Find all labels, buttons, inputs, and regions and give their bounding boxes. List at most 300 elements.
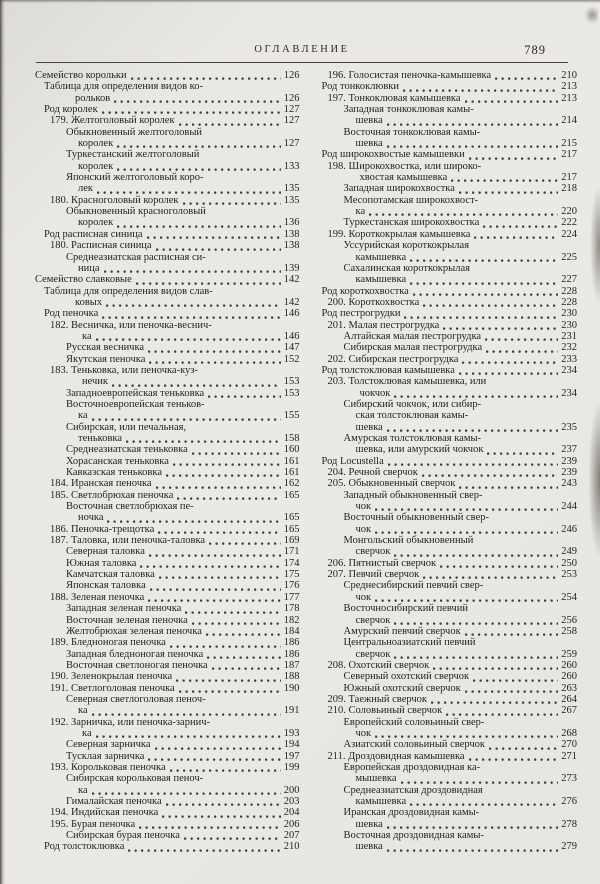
- toc-entry-line: [35, 660, 300, 671]
- toc-entry-line: [35, 615, 300, 626]
- entry-text: 203. Толстоклювая камышевка, или: [327, 376, 487, 388]
- toc-entry-line: [35, 467, 300, 478]
- entry-text: Семейство славковые: [35, 274, 132, 286]
- dot-leader: [176, 673, 280, 683]
- entry-text: 201. Малая пестрогрудка: [327, 319, 440, 331]
- entry-text: Среднеазиатская теньковка: [66, 444, 188, 456]
- entry-page-number: 276: [561, 796, 577, 807]
- entry-page-number: 176: [283, 580, 300, 592]
- dot-leader: [212, 661, 281, 671]
- dot-leader: [149, 355, 280, 365]
- entry-page-number: 228: [561, 296, 577, 308]
- entry-page-number: 193: [283, 727, 300, 739]
- dot-leader: [150, 582, 281, 592]
- toc-entry-line: [313, 115, 578, 126]
- entry-text: Южная таловка: [66, 557, 137, 569]
- toc-entry-line: [35, 785, 300, 796]
- toc-entry-line: [313, 286, 578, 297]
- toc-entry-line: [35, 433, 300, 444]
- entry-page-number: 177: [283, 591, 300, 603]
- entry-page-number: 210: [561, 70, 577, 81]
- dot-leader: [117, 219, 280, 229]
- dot-leader: [166, 797, 281, 807]
- dot-leader: [159, 570, 281, 580]
- entry-page-number: 197: [283, 750, 300, 762]
- entry-page-number: 165: [283, 512, 300, 524]
- entry-text: шевка: [355, 115, 383, 127]
- toc-entry: [313, 830, 578, 853]
- entry-text: 183. Теньковка, или пеночка-куз-: [50, 364, 198, 376]
- dot-leader: [459, 480, 558, 490]
- toc-entry-line: [35, 172, 300, 183]
- entry-page-number: 138: [283, 240, 300, 252]
- dot-leader: [131, 71, 281, 81]
- dot-leader: [394, 548, 558, 558]
- toc-entry: [35, 149, 300, 172]
- toc-entry: [313, 320, 578, 331]
- entry-page-number: 214: [561, 115, 577, 127]
- dot-leader: [410, 797, 558, 807]
- entry-text: Камчатская таловка: [66, 569, 155, 581]
- toc-entry-line: [313, 717, 578, 728]
- toc-entry-line: [313, 694, 578, 705]
- entry-text: ковых: [75, 296, 103, 308]
- toc-entry: [313, 694, 578, 705]
- toc-entry-line: [313, 762, 578, 773]
- entry-text: нечик: [82, 376, 109, 388]
- entry-text: Иранская дроздовидная камы-: [343, 807, 480, 819]
- entry-page-number: 250: [561, 557, 577, 569]
- dot-leader: [387, 117, 558, 127]
- toc-entry: [313, 807, 578, 830]
- toc-entry-line: [35, 183, 300, 194]
- entry-text: 184. Иранская пеночка: [50, 478, 152, 490]
- dot-leader: [92, 707, 281, 717]
- dot-leader: [185, 605, 280, 615]
- entry-page-number: 264: [561, 693, 577, 705]
- entry-page-number: 227: [561, 274, 577, 286]
- toc-entry-line: [313, 252, 578, 263]
- toc-entry: [35, 240, 300, 251]
- toc-entry-line: [35, 717, 300, 728]
- dot-leader: [495, 71, 558, 81]
- dot-leader: [177, 491, 280, 501]
- dot-leader: [388, 457, 558, 467]
- entry-text: ка: [82, 330, 92, 342]
- entry-page-number: 239: [561, 455, 577, 467]
- entry-text: Род пеночка: [44, 308, 99, 320]
- toc-entry-line: [313, 683, 578, 694]
- toc-entry-line: [313, 785, 578, 796]
- entry-page-number: 256: [561, 614, 577, 626]
- entry-text: Обыкновенный желтоголовый: [66, 126, 203, 138]
- toc-entry: [313, 660, 578, 671]
- entry-text: Кавказская теньковка: [66, 467, 162, 479]
- toc-entry-line: [35, 569, 300, 580]
- entry-text: 189. Бледноногая пеночка: [50, 637, 166, 649]
- entry-text: Обыкновенный красноголовый: [66, 206, 206, 218]
- toc-entry-line: [313, 490, 578, 501]
- dot-leader: [117, 162, 280, 172]
- toc-entry-line: [313, 558, 578, 569]
- toc-entry: [35, 478, 300, 489]
- entry-text: 194. Индийская пеночка: [50, 807, 159, 819]
- entry-page-number: 138: [283, 228, 300, 240]
- toc-entry: [313, 229, 578, 240]
- toc-entry-line: [35, 524, 300, 535]
- entry-text: Месопотамская широкохвост-: [343, 194, 479, 206]
- dot-leader: [156, 242, 281, 252]
- dot-leader: [136, 276, 281, 286]
- toc-entry: [35, 490, 300, 501]
- entry-page-number: 220: [561, 206, 577, 218]
- toc-entry-line: [313, 127, 578, 138]
- toc-entry-line: [35, 603, 300, 614]
- entry-page-number: 162: [283, 478, 300, 490]
- entry-text: Азиатский соловьиный сверчок: [343, 739, 485, 751]
- toc-entry-line: [313, 524, 578, 535]
- toc-entry-line: [313, 263, 578, 274]
- toc-entry-line: [313, 354, 578, 365]
- entry-page-number: 207: [283, 830, 300, 842]
- dot-leader: [462, 355, 558, 365]
- entry-text: Гималайская пеночка: [66, 796, 162, 807]
- toc-entry-line: [35, 297, 300, 308]
- dot-leader: [104, 264, 281, 274]
- entry-page-number: 153: [283, 376, 300, 388]
- entry-page-number: 249: [561, 546, 577, 558]
- entry-text: чокчок: [359, 387, 391, 399]
- dot-leader: [170, 763, 281, 773]
- dot-leader: [394, 389, 558, 399]
- toc-entry-line: [35, 751, 300, 762]
- entry-text: 190. Зеленокрылая пеночка: [50, 671, 173, 683]
- toc-entry-line: [35, 501, 300, 512]
- toc-entry: [35, 444, 300, 455]
- toc-entry-line: [35, 456, 300, 467]
- entry-page-number: 171: [283, 546, 300, 558]
- toc-entry-line: [313, 739, 578, 750]
- entry-text: Амурская толстоклювая камы-: [343, 433, 482, 444]
- entry-page-number: 165: [283, 489, 300, 501]
- dot-leader: [403, 83, 558, 93]
- entry-text: Северная таловка: [66, 546, 145, 558]
- toc-entry-line: [313, 444, 578, 455]
- toc-entry: [313, 183, 578, 194]
- toc-entry-line: [35, 252, 300, 263]
- entry-text: Западная зеленая пеночка: [66, 603, 182, 615]
- toc-entry-line: [313, 297, 578, 308]
- dot-leader: [192, 616, 281, 626]
- entry-text: Южный охотский сверчок: [343, 682, 461, 694]
- entry-page-number: 270: [561, 739, 577, 751]
- toc-entry-line: [35, 354, 300, 365]
- toc-entry-line: [35, 592, 300, 603]
- entry-page-number: 237: [561, 444, 577, 456]
- toc-entry: [313, 512, 578, 535]
- entry-text: Западная тонкоклювая камы-: [343, 104, 474, 116]
- entry-page-number: 190: [283, 682, 300, 694]
- toc-entry-line: [313, 626, 578, 637]
- dot-leader: [140, 559, 280, 569]
- toc-entry: [313, 671, 578, 682]
- toc-entry: [313, 297, 578, 308]
- toc-entry: [35, 807, 300, 818]
- entry-text: ка: [355, 206, 366, 218]
- toc-entry-line: [35, 388, 300, 399]
- entry-page-number: 203: [283, 796, 300, 807]
- toc-entry: [313, 490, 578, 513]
- toc-entry-line: [35, 830, 300, 841]
- entry-text: 180. Расписная синица: [50, 240, 152, 252]
- toc-entry: [35, 70, 300, 81]
- entry-text: чок: [355, 727, 372, 739]
- toc-entry-line: [313, 433, 578, 444]
- entry-page-number: 199: [283, 761, 300, 773]
- entry-page-number: 174: [283, 557, 300, 569]
- entry-text: Европейская дроздовидная ка-: [343, 761, 481, 773]
- toc-entry: [313, 104, 578, 127]
- entry-page-number: 217: [561, 149, 577, 161]
- toc-entry: [313, 161, 578, 184]
- entry-page-number: 135: [283, 194, 300, 206]
- toc-entry: [35, 365, 300, 388]
- dot-leader: [97, 185, 280, 195]
- toc-entry-line: [313, 796, 578, 807]
- dot-leader: [148, 752, 280, 762]
- toc-entry: [35, 127, 300, 150]
- toc-entry-line: [35, 478, 300, 489]
- toc-entry: [35, 637, 300, 648]
- entry-text: чок: [355, 523, 372, 535]
- entry-page-number: 142: [283, 296, 300, 308]
- toc-entry-line: [313, 705, 578, 716]
- toc-entry-line: [313, 422, 578, 433]
- dot-leader: [207, 650, 280, 660]
- entry-text: Алтайская малая пестрогрудка: [343, 330, 482, 342]
- toc-entry-line: [35, 138, 300, 149]
- entry-text: чок: [355, 501, 372, 513]
- entry-text: королек: [78, 217, 114, 229]
- dot-leader: [431, 695, 558, 705]
- toc-entry-line: [35, 195, 300, 206]
- dot-leader: [149, 548, 281, 558]
- toc-entry: [35, 626, 300, 637]
- entry-page-number: 260: [561, 671, 577, 683]
- entry-text: Род толстоклювая камышевка: [321, 364, 455, 376]
- entry-page-number: 234: [561, 364, 577, 376]
- entry-page-number: 279: [561, 841, 577, 853]
- toc-entry-line: [313, 546, 578, 557]
- dot-leader: [155, 741, 281, 751]
- entry-page-number: 135: [283, 183, 300, 195]
- toc-entry: [313, 365, 578, 376]
- entry-text: ка: [78, 410, 88, 422]
- entry-text: Сибирская корольковая пеноч-: [66, 773, 204, 785]
- entry-text: рольков: [75, 92, 111, 104]
- entry-text: ночка: [78, 512, 104, 524]
- toc-entry: [35, 751, 300, 762]
- header-rule: [36, 62, 568, 63]
- dot-leader: [148, 344, 280, 354]
- entry-page-number: 126: [283, 92, 300, 104]
- toc-column-1: [35, 70, 300, 853]
- entry-page-number: 258: [561, 625, 577, 637]
- toc-entry: [35, 104, 300, 115]
- entry-page-number: 210: [283, 841, 300, 853]
- toc-entry: [35, 694, 300, 717]
- dot-leader: [422, 468, 558, 478]
- toc-entry-line: [313, 217, 578, 228]
- entry-page-number: 222: [561, 217, 577, 229]
- toc-entry-line: [313, 569, 578, 580]
- dot-leader: [96, 729, 281, 739]
- toc-entry-line: [35, 694, 300, 705]
- toc-entry-line: [313, 308, 578, 319]
- toc-entry-line: [35, 796, 300, 807]
- entry-page-number: 186: [283, 637, 300, 649]
- entry-text: 209. Таежный сверчок: [327, 693, 427, 705]
- folio-page-number: 789: [524, 43, 546, 57]
- dot-leader: [465, 684, 558, 694]
- dot-leader: [394, 650, 558, 660]
- toc-entry: [35, 206, 300, 229]
- toc-entry: [313, 342, 578, 353]
- entry-text: Монгольский обыкновенный: [343, 535, 474, 547]
- toc-entry-line: [35, 807, 300, 818]
- dot-leader: [410, 253, 558, 263]
- toc-entry-line: [313, 467, 578, 478]
- toc-entry: [313, 558, 578, 569]
- entry-text: 186. Пеночка-трещотка: [50, 523, 155, 535]
- dot-leader: [486, 344, 558, 354]
- entry-page-number: 244: [561, 501, 577, 513]
- dot-leader: [375, 502, 558, 512]
- entry-text: 206. Пятнистый сверчок: [327, 557, 437, 569]
- dot-leader: [410, 276, 558, 286]
- entry-text: мышевка: [355, 773, 397, 785]
- toc-entry-line: [35, 365, 300, 376]
- dot-leader: [489, 741, 558, 751]
- entry-text: камышевка: [355, 796, 407, 807]
- entry-page-number: 146: [283, 308, 300, 320]
- entry-page-number: 233: [561, 353, 577, 365]
- dot-leader: [440, 559, 558, 569]
- toc-entry-line: [35, 127, 300, 138]
- entry-text: Восточноевропейская теньков-: [66, 398, 205, 410]
- toc-entry-line: [35, 149, 300, 160]
- entry-text: Западный обыкновенный свер-: [343, 489, 483, 501]
- toc-entry-line: [35, 739, 300, 750]
- toc-entry-line: [313, 320, 578, 331]
- entry-text: 207. Певчий сверчок: [327, 569, 420, 581]
- toc-entry-line: [313, 728, 578, 739]
- entry-page-number: 126: [283, 70, 300, 81]
- entry-text: ница: [78, 262, 100, 274]
- toc-entry: [35, 308, 300, 319]
- entry-text: шевка, или амурский чокчок: [355, 444, 484, 456]
- toc-entry-line: [313, 512, 578, 523]
- entry-page-number: 127: [283, 115, 300, 127]
- entry-text: 211. Дроздовидная камышевка: [327, 750, 465, 762]
- entry-text: 188. Зеленая пеночка: [50, 591, 145, 603]
- dot-leader: [148, 593, 280, 603]
- toc-entry-line: [313, 410, 578, 421]
- running-title: ОГЛАВЛЕНИЕ: [254, 44, 350, 55]
- entry-page-number: 213: [561, 92, 577, 104]
- toc-columns: [0, 63, 600, 853]
- entry-text: Сахалинская короткокрылая: [343, 262, 470, 274]
- toc-entry-line: [313, 104, 578, 115]
- toc-entry: [313, 149, 578, 160]
- entry-text: Род тонкоклювки: [321, 81, 399, 93]
- entry-text: Таблица для определения видов слав-: [44, 285, 213, 297]
- entry-text: шевка: [355, 138, 383, 150]
- dot-leader: [465, 627, 558, 637]
- entry-text: Восточная светлобрюхая пе-: [66, 501, 194, 513]
- toc-entry-line: [35, 546, 300, 557]
- entry-page-number: 218: [561, 183, 577, 195]
- dot-leader: [206, 627, 281, 637]
- toc-entry: [313, 195, 578, 218]
- entry-text: Западная бледноногая пеночка: [66, 648, 204, 660]
- toc-entry: [313, 217, 578, 228]
- entry-page-number: 235: [561, 421, 577, 433]
- toc-entry: [35, 229, 300, 240]
- entry-text: Семейство корольки: [35, 70, 127, 81]
- toc-entry-line: [313, 819, 578, 830]
- dot-leader: [158, 525, 280, 535]
- dot-leader: [387, 820, 558, 830]
- entry-text: 191. Светлоголовая пеночка: [50, 682, 175, 694]
- toc-entry-line: [35, 422, 300, 433]
- toc-entry-line: [35, 444, 300, 455]
- toc-entry: [35, 252, 300, 275]
- toc-entry: [313, 785, 578, 808]
- toc-entry: [313, 433, 578, 456]
- entry-page-number: 136: [283, 217, 300, 229]
- toc-entry-line: [313, 535, 578, 546]
- entry-page-number: 254: [561, 591, 577, 603]
- entry-page-number: 169: [283, 535, 300, 547]
- toc-entry: [35, 660, 300, 671]
- entry-text: 180. Красноголовый королек: [50, 194, 179, 206]
- entry-page-number: 230: [561, 319, 577, 331]
- entry-text: Среднеазиатская дроздовидная: [343, 784, 483, 796]
- entry-page-number: 133: [283, 160, 300, 172]
- dot-leader: [179, 117, 281, 127]
- entry-page-number: 215: [561, 138, 577, 150]
- toc-entry-line: [313, 274, 578, 285]
- dot-leader: [369, 207, 558, 217]
- toc-entry-line: [35, 637, 300, 648]
- entry-text: 182. Весничка, или пеночка-веснич-: [50, 319, 212, 331]
- entry-page-number: 224: [561, 228, 577, 240]
- toc-entry: [313, 308, 578, 319]
- entry-text: Таблица для определения видов ко-: [44, 81, 203, 93]
- entry-page-number: 278: [561, 818, 577, 830]
- entry-page-number: 155: [283, 410, 300, 422]
- entry-text: Тусклая зарничка: [66, 750, 145, 762]
- dot-leader: [139, 820, 280, 830]
- toc-entry: [313, 569, 578, 580]
- toc-entry: [313, 286, 578, 297]
- toc-entry: [35, 762, 300, 773]
- toc-entry: [313, 683, 578, 694]
- toc-entry-line: [313, 603, 578, 614]
- entry-text: лек: [78, 183, 94, 195]
- toc-entry-line: [35, 762, 300, 773]
